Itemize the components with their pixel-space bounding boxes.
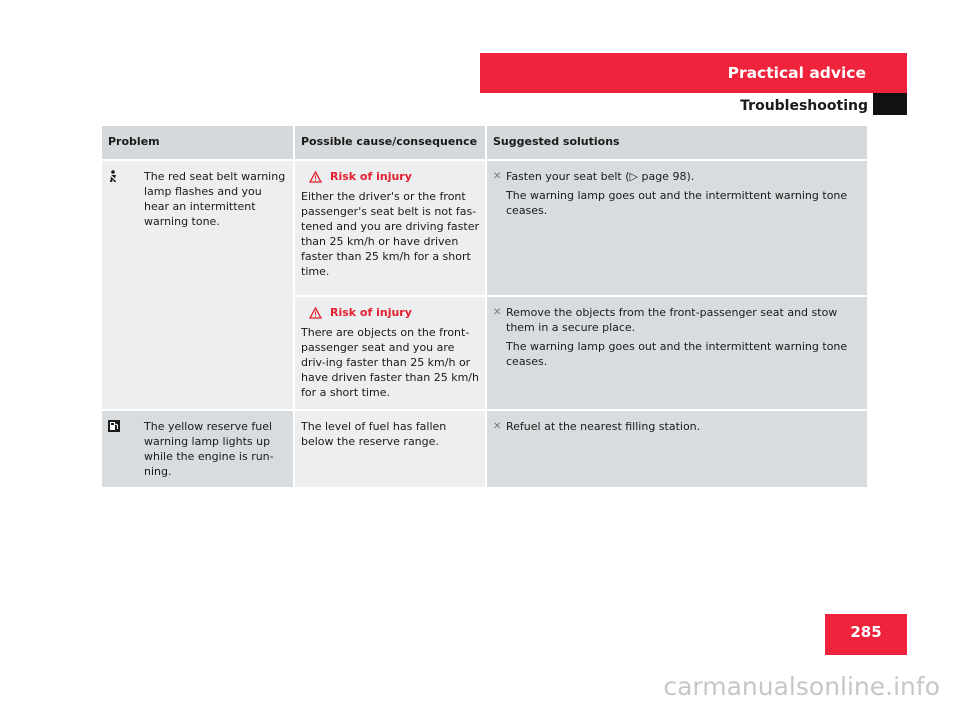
seat-belt-icon — [108, 169, 144, 229]
section-header-bar — [480, 53, 907, 93]
troubleshooting-table — [102, 126, 867, 489]
solution-cell — [486, 410, 867, 488]
warning-triangle-icon — [309, 307, 322, 319]
column-header-solutions: Suggested solutions — [486, 126, 867, 160]
warning-triangle-icon — [309, 171, 322, 183]
action-arrow-icon: ✕ — [493, 307, 502, 318]
solution-text: Refuel at the nearest filling station. — [506, 420, 701, 433]
table-row — [102, 410, 867, 488]
action-arrow-icon: ✕ — [493, 171, 502, 182]
action-arrow-icon: ✕ — [493, 421, 502, 432]
subsection-title: Troubleshooting — [740, 98, 868, 114]
problem-text: The red seat belt warning lamp flashes and you hear an intermittent warning tone. — [144, 170, 286, 228]
problem-text: The yellow reserve fuel warning lamp lights up while the engine is run-ning. — [144, 420, 274, 478]
cause-text: There are objects on the front-passenger seat and you are driv-ing faster than 25 km/h or have driven faster than 25 km/h for a short time. — [301, 326, 479, 399]
cause-cell — [294, 410, 486, 488]
cause-cell — [294, 296, 486, 410]
table-header-row — [102, 126, 867, 160]
column-header-problem: Problem — [102, 126, 294, 160]
page-number-box — [825, 614, 907, 655]
section-title: Practical advice — [727, 64, 866, 82]
header-marker — [873, 93, 907, 115]
solution-cell — [486, 296, 867, 410]
cause-text: The level of fuel has fallen below the reserve range. — [301, 420, 447, 448]
problem-cell — [102, 160, 294, 410]
risk-warning — [301, 305, 479, 320]
table-row — [102, 160, 867, 296]
solution-cell — [486, 160, 867, 296]
column-header-cause: Possible cause/consequence — [294, 126, 486, 160]
page-number: 285 — [850, 623, 882, 641]
solution-note: The warning lamp goes out and the intermittent warning tone ceases. — [506, 189, 848, 217]
fuel-pump-icon — [108, 419, 144, 479]
problem-cell — [102, 410, 294, 488]
solution-text: Remove the objects from the front-passenger seat and stow them in a secure place. — [506, 306, 838, 334]
risk-title: Risk of injury — [330, 170, 412, 183]
cause-cell — [294, 160, 486, 296]
risk-title: Risk of injury — [330, 306, 412, 319]
cause-text: Either the driver's or the front passenger's seat belt is not fas-tened and you are driving faster than 25 km/h or have driven faster than 25 km/h for a short time. — [301, 190, 480, 278]
solution-note: The warning lamp goes out and the intermittent warning tone ceases. — [506, 340, 848, 368]
solution-text: Fasten your seat belt (▷ page 98). — [506, 170, 695, 183]
risk-warning — [301, 169, 479, 184]
watermark: carmanualsonline.info — [663, 672, 940, 701]
